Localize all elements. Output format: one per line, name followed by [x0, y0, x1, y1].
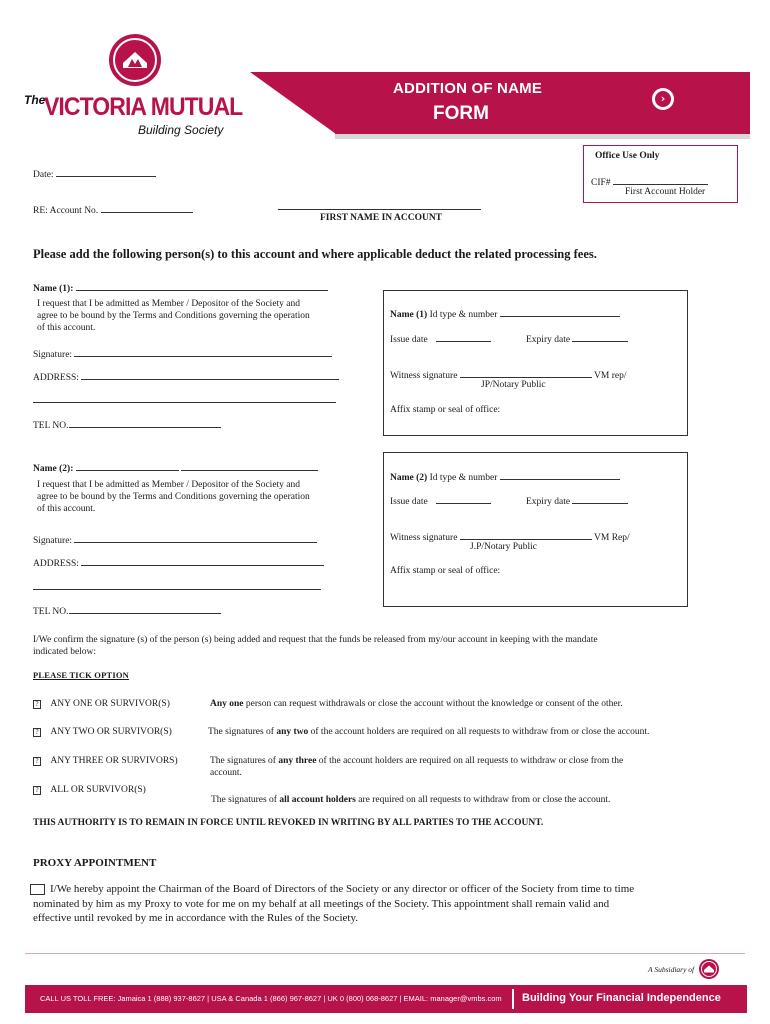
form-title-line2: FORM [433, 103, 489, 124]
date-label: Date: [33, 170, 54, 180]
address2-field[interactable] [33, 556, 324, 569]
id1-name-label: Name (1) [390, 310, 428, 320]
tel2-field[interactable] [33, 604, 221, 617]
first-name-label: FIRST NAME IN ACCOUNT [320, 213, 443, 223]
stamp1-label: Affix stamp or seal of office: [390, 405, 501, 415]
witness2-input-line[interactable] [460, 530, 592, 540]
first-name-input-line[interactable] [278, 200, 481, 210]
signature1-input-line[interactable] [74, 347, 332, 357]
address1-line2[interactable] [33, 393, 336, 403]
option-any-one-desc-bold: Any one [210, 699, 244, 709]
footer-divider-line [25, 953, 745, 954]
name1-label: Name (1): [33, 284, 74, 294]
id1-field[interactable] [390, 307, 620, 320]
request1-line2: agree to be bound by the Terms and Conditions governing the operation [37, 311, 310, 321]
option-all-checkbox[interactable]: ? [33, 786, 41, 795]
expiry1-label: Expiry date [526, 335, 571, 345]
request2-line2: agree to be bound by the Terms and Conditions governing the operation [37, 492, 310, 502]
id2-type-label: Id type & number [429, 473, 498, 483]
request2-line3: of this account. [37, 504, 96, 514]
header-band-shadow [335, 134, 750, 139]
issue1-input-line[interactable] [436, 332, 491, 342]
proxy-line1: I/We hereby appoint the Chairman of the Board of Directors of the Society or any director or officer of the Society from time to time [50, 883, 635, 895]
tel1-label: TEL NO. [33, 421, 69, 431]
account-input-line[interactable] [101, 203, 193, 213]
expiry2-field[interactable] [526, 494, 628, 507]
option-any-two-checkbox[interactable]: ? [33, 728, 41, 737]
signature2-label: Signature: [33, 536, 73, 546]
tel2-input-line[interactable] [69, 604, 221, 614]
request1-text [37, 298, 310, 334]
option-all-desc-bold: all account holders [279, 795, 356, 805]
signature2-input-line[interactable] [74, 533, 317, 543]
cif-label: CIF# [591, 178, 611, 188]
vm-group-logo-icon [698, 958, 720, 980]
tel2-label: TEL NO. [33, 607, 69, 617]
signature1-field[interactable] [33, 347, 332, 360]
option-any-three-label: ANY THREE OR SURVIVORS) [50, 756, 178, 766]
issue2-field[interactable] [390, 494, 491, 507]
name2-label: Name (2): [33, 464, 74, 474]
footer-contacts: CALL US TOLL FREE: Jamaica 1 (888) 937-8627 | USA & Canada 1 (866) 967-8627 | UK 0 (800) 068-8627 | EMAIL: manager@vmbs.com [40, 994, 502, 1003]
confirm-line2: indicated below: [33, 647, 97, 657]
option-any-three-desc [210, 755, 623, 779]
option-all-desc-post: are required on all requests to withdraw from or close the account. [355, 795, 611, 805]
proxy-line2: nominated by him as my Proxy to vote for me on my behalf at all meetings of the Society. This appointment shall remain valid and [33, 898, 610, 910]
footer-tagline: Building Your Financial Independence [522, 992, 721, 1004]
issue2-input-line[interactable] [436, 494, 491, 504]
name2-field[interactable] [33, 461, 318, 474]
proxy-checkbox[interactable] [30, 884, 45, 895]
option-any-two-desc-pre: The signatures of [208, 727, 277, 737]
id2-name-label: Name (2) [390, 473, 428, 483]
office-use-title: Office Use Only [595, 151, 660, 161]
witness2-label: Witness signature [390, 533, 458, 543]
header-wedge [250, 72, 336, 134]
witness2-suffix: VM Rep/ [594, 533, 630, 543]
footer-band-divider [512, 989, 514, 1009]
option-any-two[interactable] [33, 727, 172, 737]
confirm-text [33, 634, 743, 658]
option-any-one-label: ANY ONE OR SURVIVOR(S) [50, 699, 170, 709]
name1-input-line[interactable] [76, 281, 328, 291]
logo-the: The [24, 93, 46, 107]
proxy-line3: effective until revoked by me in accordance with the Rules of the Society. [33, 912, 358, 924]
issue2-label: Issue date [390, 497, 428, 507]
witness2-line2: J.P/Notary Public [470, 542, 538, 552]
issue1-label: Issue date [390, 335, 428, 345]
expiry2-input-line[interactable] [572, 494, 628, 504]
logo-wordmark: VICTORIA MUTUAL [44, 93, 243, 121]
tel1-field[interactable] [33, 418, 221, 431]
expiry1-field[interactable] [526, 332, 628, 345]
stamp2-label: Affix stamp or seal of office: [390, 566, 501, 576]
subsidiary-label: A Subsidiary of [648, 965, 695, 974]
option-all-label: ALL OR SURVIVOR(S) [50, 785, 146, 795]
chevron-right-icon: › [655, 91, 671, 107]
option-all-desc [211, 795, 610, 805]
id2-field[interactable] [390, 470, 620, 483]
option-any-three-checkbox[interactable]: ? [33, 757, 41, 766]
id1-input-line[interactable] [500, 307, 620, 317]
address2-input-line[interactable] [81, 556, 324, 566]
id1-type-label: Id type & number [429, 310, 498, 320]
date-field[interactable] [33, 167, 156, 180]
signature1-label: Signature: [33, 350, 73, 360]
instruction-text: Please add the following person(s) to this account and where applicable deduct the related processing fees. [33, 247, 597, 261]
logo-emblem-icon [108, 33, 162, 87]
option-any-one-desc-post: person can request withdrawals or close the account without the knowledge or consent of the other. [243, 699, 623, 709]
proxy-text [33, 897, 753, 925]
address1-label: ADDRESS: [33, 373, 79, 383]
witness1-label: Witness signature [390, 371, 458, 381]
address2-line2[interactable] [33, 580, 321, 590]
option-any-three-desc-post: of the account holders are required on all requests to withdraw or close from the [316, 756, 624, 766]
option-any-two-label: ANY TWO OR SURVIVOR(S) [50, 727, 172, 737]
request2-line1: I request that I be admitted as Member / Depositor of the Society and [37, 480, 301, 490]
option-any-three[interactable] [33, 756, 178, 766]
request2-text [37, 479, 310, 515]
witness1-line2: JP/Notary Public [481, 380, 546, 390]
request1-line1: I request that I be admitted as Member / Depositor of the Society and [37, 299, 301, 309]
option-any-two-desc-bold: any two [276, 727, 309, 737]
expiry1-input-line[interactable] [572, 332, 628, 342]
address1-field[interactable] [33, 370, 339, 383]
account-field[interactable] [33, 203, 193, 216]
request1-line3: of this account. [37, 323, 96, 333]
tel1-input-line[interactable] [69, 418, 221, 428]
name1-field[interactable] [33, 281, 328, 294]
tick-heading: PLEASE TICK OPTION [33, 670, 130, 680]
id2-input-line[interactable] [500, 470, 620, 480]
option-any-one-desc [210, 699, 623, 709]
cif-input-line[interactable] [613, 175, 708, 185]
option-all[interactable] [33, 785, 146, 795]
option-any-three-desc-pre: The signatures of [210, 756, 279, 766]
option-any-two-desc [208, 727, 649, 737]
address1-input-line[interactable] [81, 370, 339, 380]
logo-subtitle: Building Society [138, 123, 224, 137]
form-title-line1: ADDITION OF NAME [393, 80, 543, 97]
option-all-desc-pre: The signatures of [211, 795, 280, 805]
proxy-heading: PROXY APPOINTMENT [33, 857, 157, 869]
witness1-suffix: VM rep/ [594, 371, 627, 381]
first-holder-label: First Account Holder [625, 187, 706, 197]
expiry2-label: Expiry date [526, 497, 571, 507]
account-label: RE: Account No. [33, 206, 99, 216]
witness1-input-line[interactable] [460, 368, 592, 378]
signature2-field[interactable] [33, 533, 317, 546]
option-any-one[interactable] [33, 699, 170, 709]
authority-statement: THIS AUTHORITY IS TO REMAIN IN FORCE UNTIL REVOKED IN WRITING BY ALL PARTIES TO THE ACCOUNT. [33, 818, 544, 828]
option-any-three-desc-line2: account. [210, 768, 242, 778]
option-any-three-desc-bold: any three [278, 756, 317, 766]
name2-input-line-b[interactable] [181, 461, 318, 471]
option-any-one-checkbox[interactable]: ? [33, 700, 41, 709]
option-any-two-desc-post: of the account holders are required on all requests to withdraw from or close the account. [308, 727, 650, 737]
name2-input-line-a[interactable] [76, 461, 179, 471]
address2-label: ADDRESS: [33, 559, 79, 569]
date-input-line[interactable] [56, 167, 156, 177]
issue1-field[interactable] [390, 332, 491, 345]
confirm-line1: I/We confirm the signature (s) of the person (s) being added and request that the funds be released from my/our account in keeping with the mandate [33, 635, 598, 645]
